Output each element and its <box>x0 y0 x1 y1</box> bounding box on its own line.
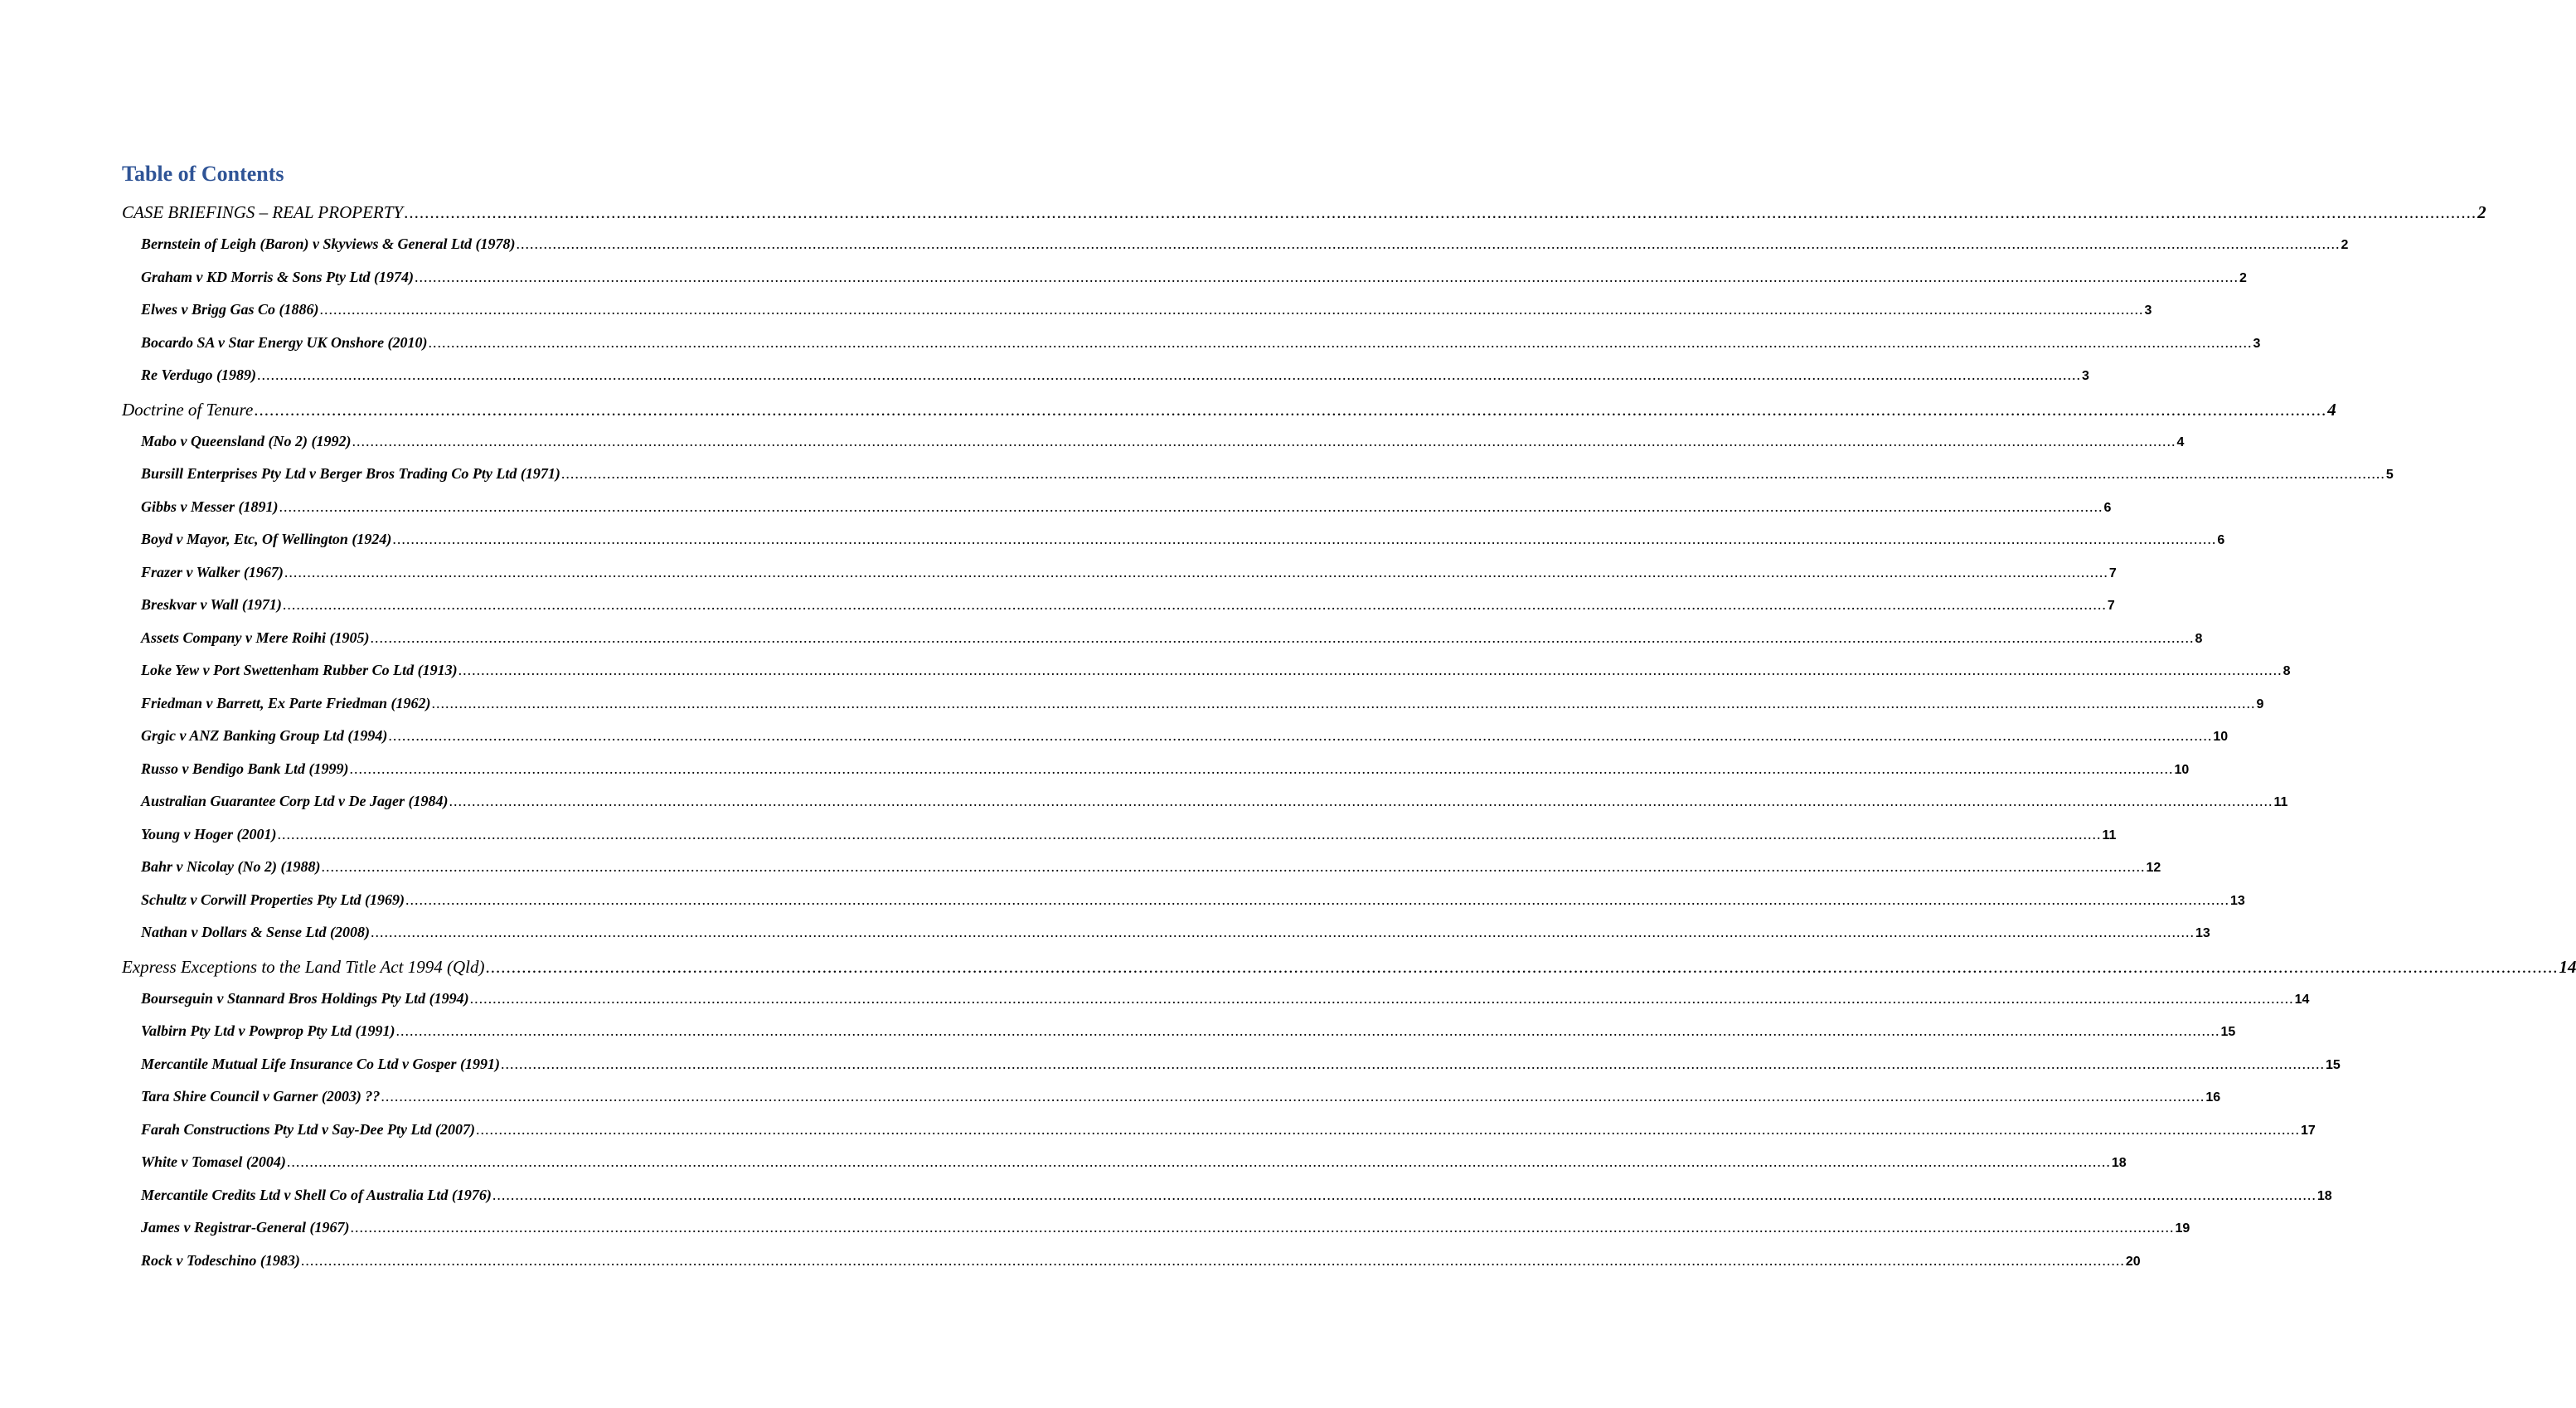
toc-case-entry[interactable] <box>122 793 2288 826</box>
toc-page-number: 6 <box>2103 500 2112 515</box>
toc-page-number: 13 <box>2230 893 2245 908</box>
toc-dot-leader: ................................................................................................................................................................................................................................................................................................................................................................................................................ <box>428 333 2253 351</box>
toc-entry-title: Re Verdugo (1989) <box>141 367 256 383</box>
toc-page-number: 14 <box>2559 956 2576 977</box>
toc-page-number: 5 <box>2385 468 2394 482</box>
toc-page-number: 8 <box>2283 664 2291 678</box>
toc-page-number: 10 <box>2213 730 2229 744</box>
toc-case-entry[interactable] <box>122 1251 2141 1285</box>
toc-dot-leader: ................................................................................................................................................................................................................................................................................................................................................................................................................ <box>350 1219 2175 1236</box>
toc-entry-title: Gibbs v Messer (1891) <box>141 498 279 515</box>
toc-page-number: 19 <box>2175 1221 2190 1236</box>
toc-dot-leader: ................................................................................................................................................................................................................................................................................................................................................................................................................ <box>254 399 2327 420</box>
toc-case-entry[interactable] <box>122 1186 2332 1220</box>
toc-dot-leader: ................................................................................................................................................................................................................................................................................................................................................................................................................ <box>279 498 2103 515</box>
toc-case-entry[interactable] <box>122 662 2291 695</box>
toc-dot-leader: ................................................................................................................................................................................................................................................................................................................................................................................................................ <box>300 1251 2125 1269</box>
toc-page-number: 17 <box>2300 1123 2316 1138</box>
toc-case-entry[interactable] <box>122 301 2152 334</box>
toc-dot-leader: ................................................................................................................................................................................................................................................................................................................................................................................................................ <box>395 1022 2220 1039</box>
toc-dot-leader: ................................................................................................................................................................................................................................................................................................................................................................................................................ <box>501 1055 2326 1072</box>
toc-case-entry[interactable] <box>122 989 2310 1023</box>
toc-entry-title: Young v Hoger (2001) <box>141 825 277 842</box>
toc-entry-title: Schultz v Corwill Properties Pty Ltd (1969) <box>141 891 405 908</box>
toc-entry-title: White v Tomasel (2004) <box>141 1153 286 1170</box>
toc-case-entry[interactable] <box>122 596 2115 629</box>
toc-case-entry[interactable] <box>122 333 2261 367</box>
toc-entry-title: Mercantile Mutual Life Insurance Co Ltd v Gosper (1991) <box>141 1055 501 1072</box>
toc-entry-title: Bernstein of Leigh (Baron) v Skyviews & General Ltd (1978) <box>141 235 516 252</box>
toc-dot-leader: ................................................................................................................................................................................................................................................................................................................................................................................................................ <box>469 989 2294 1007</box>
toc-page-number: 11 <box>2273 795 2288 809</box>
toc-page-number: 7 <box>2107 599 2115 613</box>
toc-page-number: 8 <box>2195 631 2203 646</box>
toc-case-entry[interactable] <box>122 465 2394 498</box>
toc-page-number: 18 <box>2111 1156 2127 1170</box>
toc-page-number: 4 <box>2327 399 2336 420</box>
toc-entry-title: Tara Shire Council v Garner (2003) ?? <box>141 1088 381 1105</box>
toc-dot-leader: ................................................................................................................................................................................................................................................................................................................................................................................................................ <box>458 662 2283 678</box>
toc-dot-leader: ................................................................................................................................................................................................................................................................................................................................................................................................................ <box>321 858 2146 875</box>
toc-dot-leader: ................................................................................................................................................................................................................................................................................................................................................................................................................ <box>371 924 2195 940</box>
toc-case-entry[interactable] <box>122 432 2185 466</box>
toc-entry-title: Loke Yew v Port Swettenham Rubber Co Ltd (1913) <box>141 662 458 678</box>
toc-entry-title: CASE BRIEFINGS – REAL PROPERTY <box>122 202 404 222</box>
toc-dot-leader: ................................................................................................................................................................................................................................................................................................................................................................................................................ <box>286 1153 2111 1170</box>
toc-entry-title: Bocardo SA v Star Energy UK Onshore (2010) <box>141 333 428 351</box>
toc-page-number: 15 <box>2326 1057 2341 1072</box>
toc-page-number: 12 <box>2146 861 2161 875</box>
toc-page-number: 3 <box>2144 303 2152 318</box>
toc-entry-title: Frazer v Walker (1967) <box>141 563 284 580</box>
toc-dot-leader: ................................................................................................................................................................................................................................................................................................................................................................................................................ <box>284 563 2108 580</box>
toc-case-entry[interactable] <box>122 1219 2190 1252</box>
toc-dot-leader: ................................................................................................................................................................................................................................................................................................................................................................................................................ <box>388 727 2213 744</box>
toc-page-number: 3 <box>2253 336 2261 351</box>
toc-entry-title: Bahr v Nicolay (No 2) (1988) <box>141 858 321 875</box>
toc-case-entry[interactable] <box>122 531 2225 564</box>
toc-page-number: 15 <box>2220 1025 2236 1039</box>
toc-dot-leader: ................................................................................................................................................................................................................................................................................................................................................................................................................ <box>485 956 2559 977</box>
toc-entry-title: Valbirn Pty Ltd v Powprop Pty Ltd (1991) <box>141 1022 395 1039</box>
toc-case-entry[interactable] <box>122 760 2190 794</box>
toc-page-number: 4 <box>2176 435 2185 449</box>
toc-case-entry[interactable] <box>122 694 2264 728</box>
toc-case-entry[interactable] <box>122 858 2161 891</box>
toc-entry-title: Bourseguin v Stannard Bros Holdings Pty Ltd (1994) <box>141 989 469 1007</box>
toc-page-number: 2 <box>2341 238 2349 252</box>
toc-entry-title: Express Exceptions to the Land Title Act 1994 (Qld) <box>122 956 485 977</box>
toc-entry-title: Boyd v Mayor, Etc, Of Wellington (1924) <box>141 531 392 547</box>
toc-case-entry[interactable] <box>122 891 2245 925</box>
toc-case-entry[interactable] <box>122 268 2247 302</box>
toc-page-number: 16 <box>2205 1090 2221 1105</box>
toc-entry-title: Australian Guarantee Corp Ltd v De Jager (1984) <box>141 793 449 809</box>
toc-dot-leader: ................................................................................................................................................................................................................................................................................................................................................................................................................ <box>392 531 2217 547</box>
toc-dot-leader: ................................................................................................................................................................................................................................................................................................................................................................................................................ <box>381 1088 2205 1105</box>
toc-dot-leader: ................................................................................................................................................................................................................................................................................................................................................................................................................ <box>349 760 2174 777</box>
toc-dot-leader: ................................................................................................................................................................................................................................................................................................................................................................................................................ <box>370 629 2195 646</box>
toc-case-entry[interactable] <box>122 1088 2221 1121</box>
toc-dot-leader: ................................................................................................................................................................................................................................................................................................................................................................................................................ <box>560 465 2385 482</box>
toc-list <box>122 202 2576 1284</box>
toc-section-entry[interactable] <box>122 956 2576 990</box>
toc-heading: Table of Contents <box>122 162 284 186</box>
toc-page-number: 2 <box>2477 202 2486 222</box>
toc-page-number: 7 <box>2108 566 2117 580</box>
toc-entry-title: Russo v Bendigo Bank Ltd (1999) <box>141 760 349 777</box>
toc-entry-title: Assets Company v Mere Roihi (1905) <box>141 629 370 646</box>
toc-entry-title: Graham v KD Morris & Sons Pty Ltd (1974) <box>141 268 415 285</box>
toc-dot-leader: ................................................................................................................................................................................................................................................................................................................................................................................................................ <box>352 432 2176 449</box>
toc-entry-title: Mabo v Queensland (No 2) (1992) <box>141 432 352 449</box>
toc-entry-title: Doctrine of Tenure <box>122 399 254 420</box>
toc-entry-title: James v Registrar-General (1967) <box>141 1219 350 1236</box>
toc-page-number: 13 <box>2195 926 2210 940</box>
toc-dot-leader: ................................................................................................................................................................................................................................................................................................................................................................................................................ <box>492 1186 2316 1203</box>
toc-section-entry[interactable] <box>122 399 2336 433</box>
toc-case-entry[interactable] <box>122 235 2349 269</box>
toc-dot-leader: ................................................................................................................................................................................................................................................................................................................................................................................................................ <box>404 202 2477 222</box>
toc-entry-title: Nathan v Dollars & Sense Ltd (2008) <box>141 924 371 940</box>
toc-dot-leader: ................................................................................................................................................................................................................................................................................................................................................................................................................ <box>282 596 2107 613</box>
toc-case-entry[interactable] <box>122 498 2112 532</box>
toc-dot-leader: ................................................................................................................................................................................................................................................................................................................................................................................................................ <box>475 1120 2300 1138</box>
toc-page-number: 3 <box>2082 369 2089 383</box>
toc-page-number: 11 <box>2102 828 2117 842</box>
toc-page-number: 9 <box>2256 697 2264 711</box>
toc-page-number: 20 <box>2125 1254 2141 1269</box>
toc-case-entry[interactable] <box>122 629 2203 663</box>
toc-page-number: 6 <box>2217 533 2225 547</box>
toc-case-entry[interactable] <box>122 367 2089 400</box>
toc-entry-title: Bursill Enterprises Pty Ltd v Berger Bros Trading Co Pty Ltd (1971) <box>141 465 560 482</box>
toc-case-entry[interactable] <box>122 563 2117 597</box>
toc-entry-title: Friedman v Barrett, Ex Parte Friedman (1962) <box>141 694 431 711</box>
toc-page-number: 18 <box>2316 1188 2332 1203</box>
toc-case-entry[interactable] <box>122 825 2117 859</box>
toc-dot-leader: ................................................................................................................................................................................................................................................................................................................................................................................................................ <box>449 793 2273 809</box>
toc-dot-leader: ................................................................................................................................................................................................................................................................................................................................................................................................................ <box>415 268 2239 285</box>
toc-case-entry[interactable] <box>122 924 2210 957</box>
toc-page-number: 10 <box>2174 762 2190 777</box>
toc-dot-leader: ................................................................................................................................................................................................................................................................................................................................................................................................................ <box>431 694 2256 711</box>
toc-dot-leader: ................................................................................................................................................................................................................................................................................................................................................................................................................ <box>257 367 2081 383</box>
toc-dot-leader: ................................................................................................................................................................................................................................................................................................................................................................................................................ <box>319 301 2144 318</box>
toc-case-entry[interactable] <box>122 727 2229 760</box>
toc-dot-leader: ................................................................................................................................................................................................................................................................................................................................................................................................................ <box>277 825 2102 842</box>
toc-case-entry[interactable] <box>122 1153 2127 1187</box>
toc-entry-title: Mercantile Credits Ltd v Shell Co of Australia Ltd (1976) <box>141 1186 492 1203</box>
toc-dot-leader: ................................................................................................................................................................................................................................................................................................................................................................................................................ <box>516 235 2341 252</box>
toc-entry-title: Breskvar v Wall (1971) <box>141 596 282 613</box>
toc-entry-title: Farah Constructions Pty Ltd v Say-Dee Pty Ltd (2007) <box>141 1120 475 1138</box>
toc-case-entry[interactable] <box>122 1022 2236 1056</box>
toc-section-entry[interactable] <box>122 202 2486 235</box>
toc-entry-title: Elwes v Brigg Gas Co (1886) <box>141 301 319 318</box>
toc-dot-leader: ................................................................................................................................................................................................................................................................................................................................................................................................................ <box>405 891 2229 908</box>
toc-entry-title: Grgic v ANZ Banking Group Ltd (1994) <box>141 727 388 744</box>
toc-case-entry[interactable] <box>122 1055 2341 1089</box>
toc-page-number: 14 <box>2294 992 2310 1007</box>
toc-page-number: 2 <box>2239 270 2247 285</box>
toc-case-entry[interactable] <box>122 1120 2316 1154</box>
toc-entry-title: Rock v Todeschino (1983) <box>141 1251 300 1269</box>
